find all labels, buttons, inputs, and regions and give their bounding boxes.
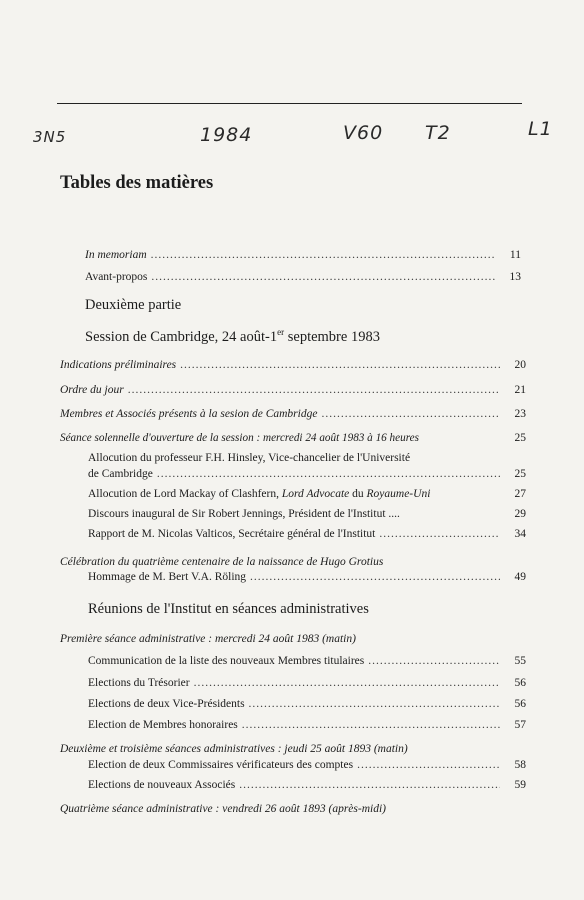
toc-page-number: 20: [514, 359, 526, 371]
toc-entry-text: de Cambridge: [88, 468, 153, 480]
toc-entry-text: In memoriam: [85, 249, 147, 261]
toc-section-title: Première séance administrative : mercredi 24 août 1983 (matin): [60, 633, 356, 645]
toc-entry: [88, 698, 526, 710]
toc-section-title: Quatrième séance administrative : vendredi 26 août 1893 (après-midi): [60, 803, 386, 815]
toc-entry-text: Ordre du jour: [60, 384, 124, 396]
toc-section-title: Deuxième et troisième séances administratives : jeudi 25 août 1893 (matin): [60, 743, 408, 755]
toc-entry-text: Election de deux Commissaires vérificateurs des comptes: [88, 759, 354, 771]
toc-page-number: 25: [514, 468, 526, 480]
toc-entry: [85, 249, 521, 261]
toc-entry-text: Elections de nouveaux Associés: [88, 779, 236, 791]
toc-entry: [60, 408, 526, 420]
session-heading: Session de Cambridge, 24 août-1er septembre 1983: [85, 327, 380, 345]
dot-leader: [249, 698, 500, 710]
top-rule: [57, 103, 522, 104]
dot-leader: [242, 719, 500, 731]
dot-leader: [357, 759, 500, 771]
toc-entry-text: Avant-propos: [85, 271, 148, 283]
reunions-heading: Réunions de l'Institut en séances administratives: [88, 601, 369, 617]
toc-entry: [60, 359, 526, 371]
toc-page-number: 13: [509, 271, 521, 283]
toc-entry: [88, 779, 526, 791]
toc-section-entry: [60, 432, 526, 444]
dot-leader: [368, 655, 500, 667]
toc-entry-text: Rapport de M. Nicolas Valticos, Secrétaire général de l'Institut: [88, 528, 376, 540]
handwritten-note-3: V60: [343, 122, 384, 144]
toc-entry: [85, 271, 521, 283]
toc-page-number: 49: [514, 571, 526, 583]
handwritten-note-1: 3N5: [33, 128, 67, 146]
toc-entry: [88, 488, 526, 500]
toc-section-title: Célébration du quatrième centenaire de la naissance de Hugo Grotius: [60, 556, 384, 568]
toc-entry: [88, 528, 526, 540]
toc-page-number: 11: [509, 249, 521, 261]
toc-entry: [88, 508, 526, 520]
toc-page-number: 56: [514, 677, 526, 689]
handwritten-note-5: L1: [528, 118, 553, 140]
dot-leader: [157, 468, 500, 480]
handwritten-note-2: 1984: [200, 124, 253, 146]
toc-page-number: 29: [514, 508, 526, 520]
toc-entry-text: Elections de deux Vice-Présidents: [88, 698, 245, 710]
dot-leader: [250, 571, 500, 583]
dot-leader: [239, 779, 500, 791]
toc-page-number: 23: [514, 408, 526, 420]
toc-entry-text: Communication de la liste des nouveaux Membres titulaires: [88, 655, 365, 667]
page-title: Tables des matières: [60, 173, 214, 193]
toc-page-number: 25: [514, 432, 526, 444]
toc-page-number: 21: [514, 384, 526, 396]
toc-page-number: 27: [514, 488, 526, 500]
toc-entry: [88, 468, 526, 480]
toc-page-number: 34: [514, 528, 526, 540]
dot-leader: [194, 677, 500, 689]
toc-entry-text: Election de Membres honoraires: [88, 719, 238, 731]
toc-entry-text: Allocution du professeur F.H. Hinsley, Vice-chancelier de l'Université: [88, 452, 411, 464]
toc-entry: [88, 719, 526, 731]
part-heading: Deuxième partie: [85, 297, 182, 313]
dot-leader: [151, 249, 495, 261]
dot-leader: [379, 528, 500, 540]
toc-page-number: 55: [514, 655, 526, 667]
dot-leader: [180, 359, 500, 371]
handwritten-note-4: T2: [425, 122, 451, 144]
toc-entry-text: Séance solennelle d'ouverture de la session : mercredi 24 août 1983 à 16 heures: [60, 432, 419, 444]
toc-page-number: 58: [514, 759, 526, 771]
toc-entry: [60, 384, 526, 396]
toc-page-number: 59: [514, 779, 526, 791]
toc-entry: [88, 655, 526, 667]
toc-entry: [88, 677, 526, 689]
dot-leader: [151, 271, 495, 283]
toc-entry: [88, 571, 526, 583]
toc-entry-text: Elections du Trésorier: [88, 677, 190, 689]
dot-leader: [321, 408, 500, 420]
toc-entry-text: Discours inaugural de Sir Robert Jennings, Président de l'Institut ....: [88, 508, 400, 520]
toc-entry: [88, 759, 526, 771]
toc-page-number: 56: [514, 698, 526, 710]
toc-entry-text: Hommage de M. Bert V.A. Röling: [88, 571, 247, 583]
toc-page-number: 57: [514, 719, 526, 731]
toc-entry-text: Allocution de Lord Mackay of Clashfern, Lord Advocate du Royaume-Uni: [88, 488, 431, 500]
toc-entry-text: Indications préliminaires: [60, 359, 177, 371]
toc-entry-text: Membres et Associés présents à la sesion de Cambridge: [60, 408, 318, 420]
dot-leader: [128, 384, 500, 396]
